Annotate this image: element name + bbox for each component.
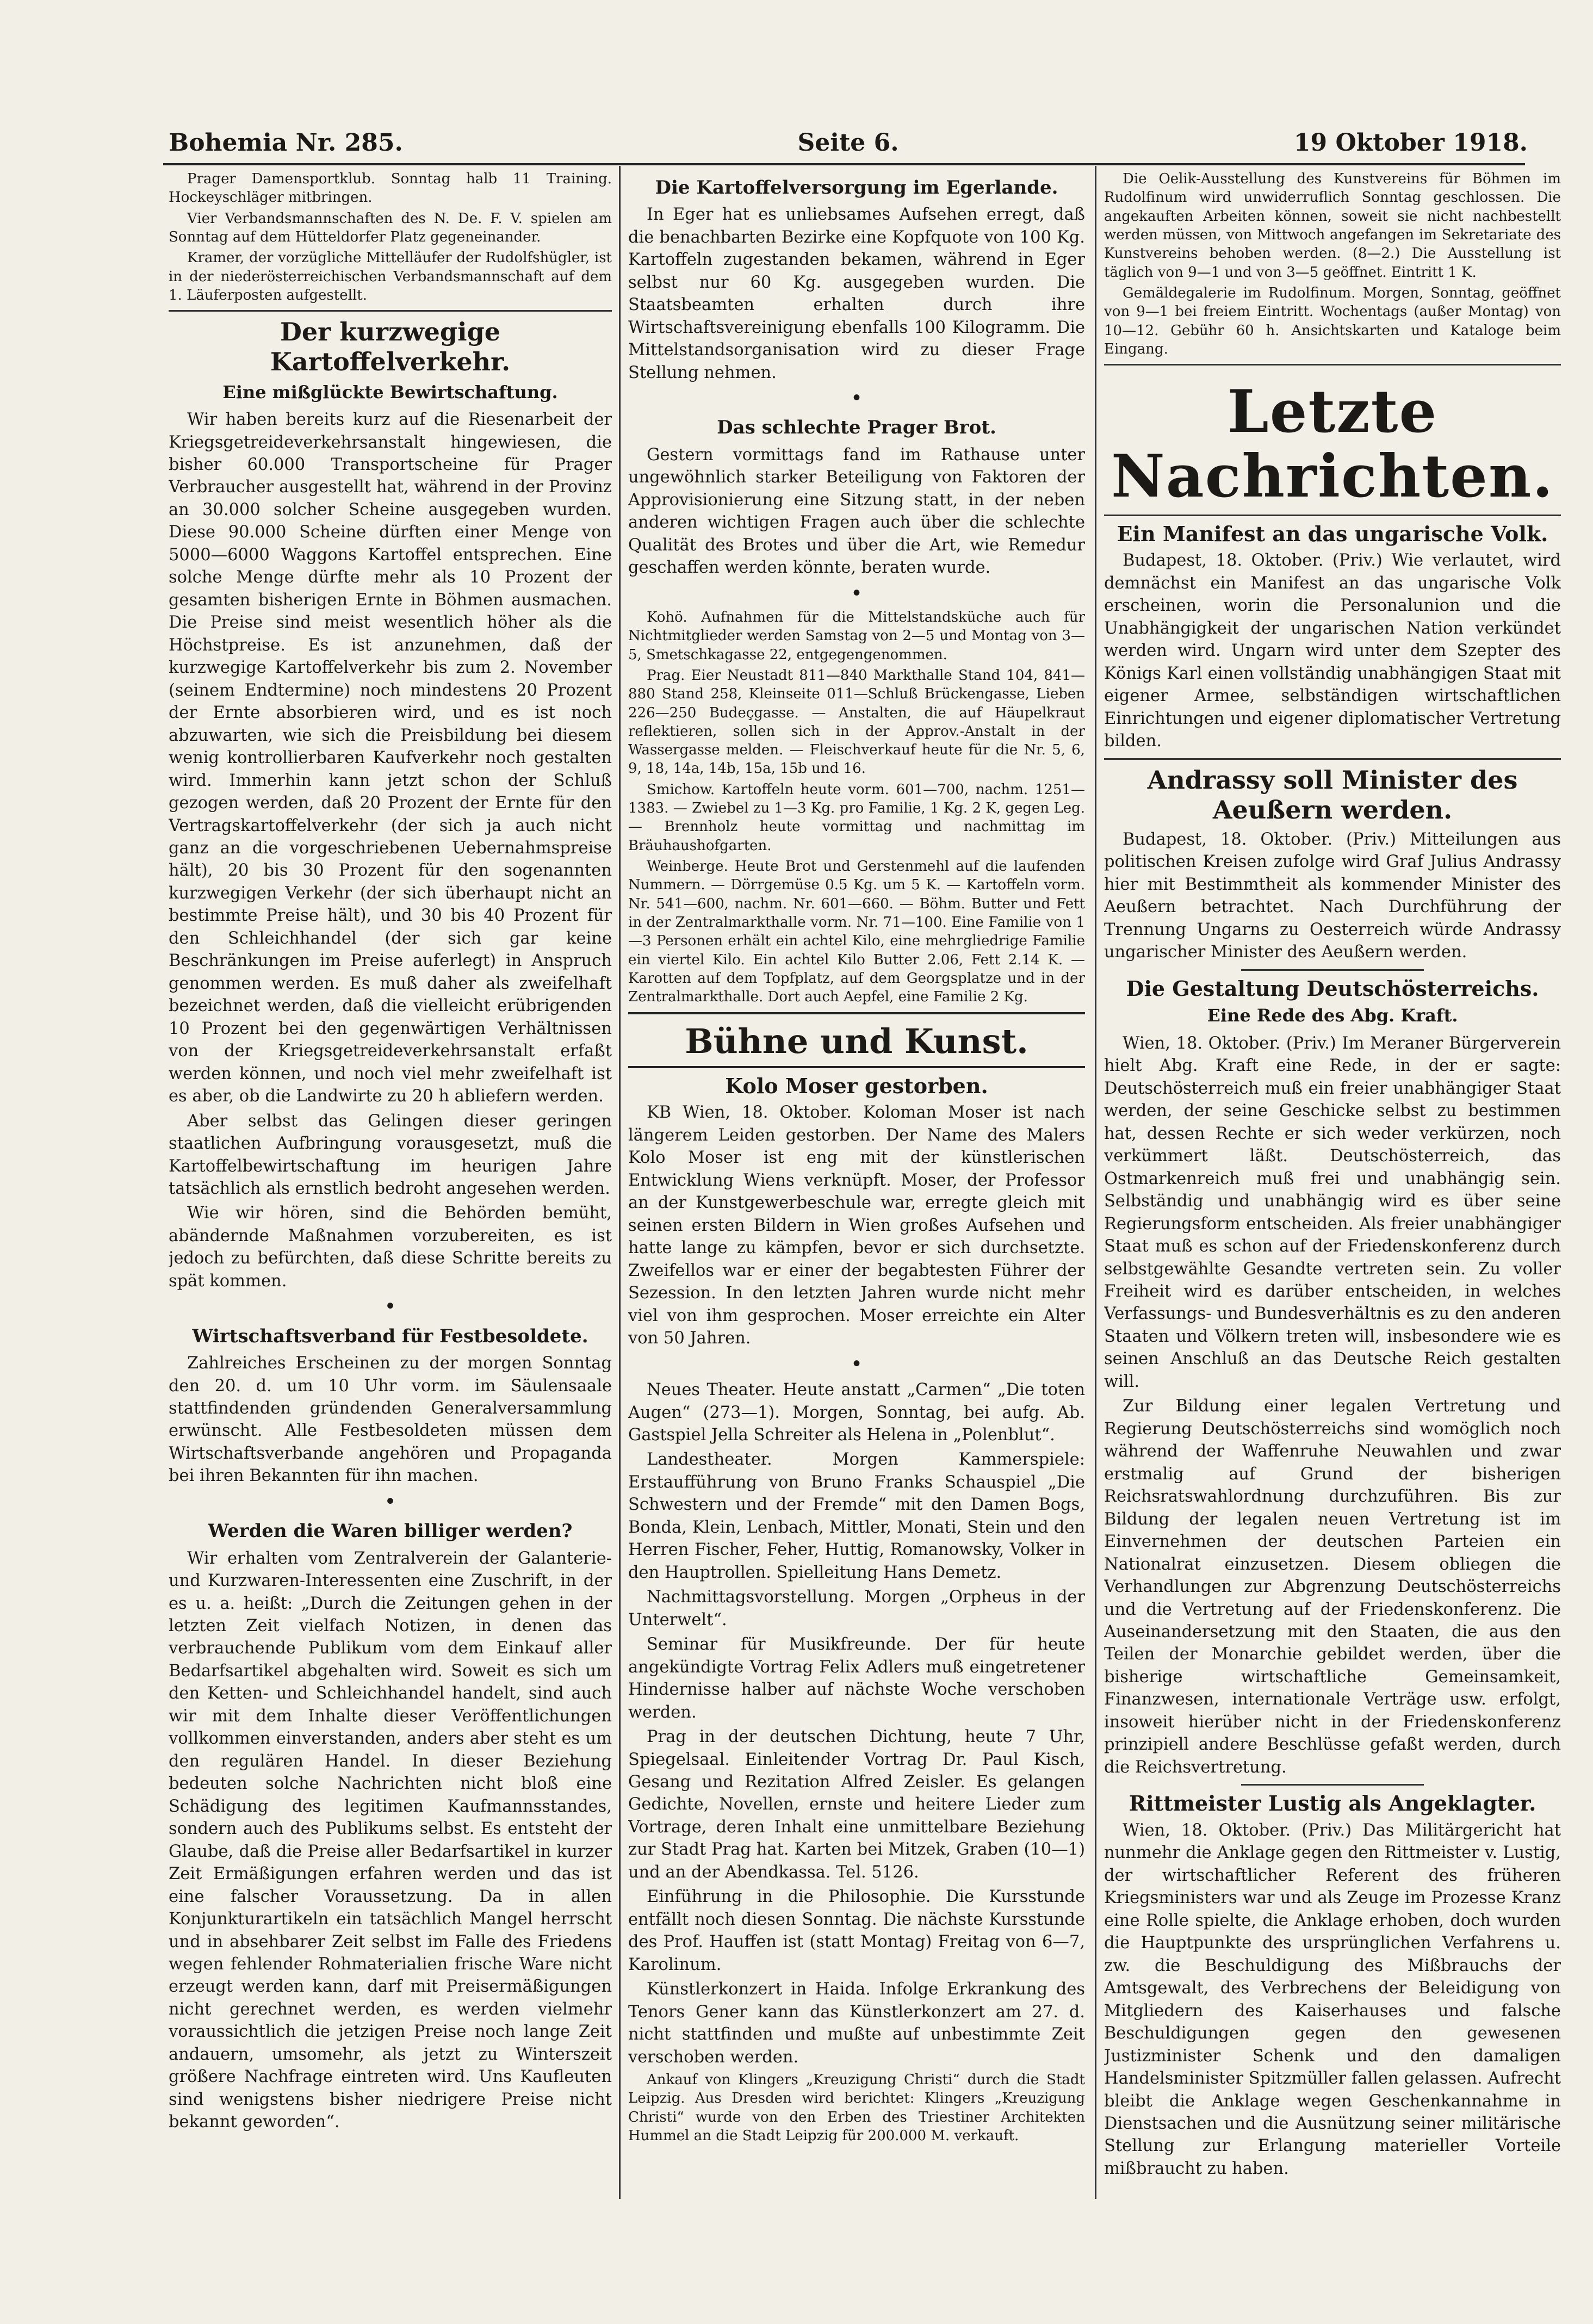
separator-dot: •: [385, 1297, 396, 1317]
theater-notice: Seminar für Musikfreunde. Der für heute angekündigte Vortrag Felix Adlers muß eingetretener Hindernisse halber auf nächste Woche verschoben werden.: [628, 1635, 1085, 1722]
divider: [1104, 758, 1561, 760]
theater-notice: Künstlerkonzert in Haida. Infolge Erkrankung des Tenors Gener kann das Künstlerkonzert am 27. d. nicht stattfinden und mußte auf unbestimmte Zeit verschoben werden.: [628, 1980, 1085, 2067]
article-paragraph: Wir haben bereits kurz auf die Riesenarbeit der Kriegsgetreideverkehrsanstalt hingewiesen, die bisher 60.000 Transportscheine für Prager Verbraucher ausgestellt hat, während in der Provinz an 30.000 solcher Scheine ausgegeben wurden. Diese 90.000 Scheine dürften einer Menge von 5000—6000 Waggons Kartoffel entsprechen. Eine solche Menge dürfte mehr als 10 Prozent der gesamten bisherigen Ernte in Böhmen ausmachen. Die Preise sind meist wesentlich höher als die Höchstpreise. Es ist anzunehmen, daß der kurzwegige Kartoffelverkehr bis zum 2. November (seinem Endtermine) noch mindestens 20 Prozent der Ernte absorbieren wird, und es ist noch abzuwarten, wie sich die Preisbildung bei diesem wenig kontrollierbaren Kaufverkehr noch gestalten wird. Immerhin kann jetzt schon der Schluß gezogen werden, daß 20 Prozent der Ernte für den Vertragskartoffelverkehr (der sich ja auch nicht ganz an die vorgeschriebenen Uebernahmspreise hält), 20 bis 30 Prozent für den sogenannten kurzwegigen Verkehr (der sich überhaupt nicht an bestimmte Preise hält), und 30 bis 40 Prozent für den Schleichhandel (der sich gar keine Beschränkungen im Preise auferlegt) in Anspruch genommen werden. Es muß daher als zweifelhaft bezeichnet werden, daß die vielleicht erübrigenden 10 Prozent bei den gegenwärtigen Verhältnissen von der Kriegsgetreideverkehrsanstalt erfaßt werden können, und noch viel mehr zweifelhaft ist es aber, ob die Landwirte zu 20 h abliefern werden.: [169, 410, 612, 1106]
exhibition-notice: Gemäldegalerie im Rudolfinum. Morgen, Sonntag, geöffnet von 9—1 bei freiem Eintritt. Wochentags (außer Montag) von 10—12. Gebühr 60 h. Ansichtskarten und Kataloge beim Eingang.: [1104, 284, 1561, 357]
divider: [1241, 1784, 1424, 1786]
article-paragraph: Wien, 18. Oktober. (Priv.) Im Meraner Bürgerverein hielt Abg. Kraft eine Rede, in der er sagte: Deutschösterreich muß ein freier unabhängiger Staat werden, der seine Geschicke selbst zu bestimmen hat, dessen Rechte er sich weder verkürzen, noch verkümmert läßt. Deutschösterreich, das Ostmarkenreich muß frei und unabhängig sein. Selbständig und unabhängig wird es über seine Regierungsform entscheiden. Als freier unabhängiger Staat muß es schon auf der Friedenskonferenz durch selbstgewählte Gesandte vertreten sein. Zu voller Freiheit wird es darüber entscheiden, in welches Verfassungs- und Bundesverhältnis es zu den anderen Staaten und Völkern treten will, insbesondere wie es seinen Anschluß an das Deutsche Reich gestalten will.: [1104, 1033, 1561, 1391]
masthead-date: 19 Oktober 1918.: [1293, 129, 1528, 157]
separator-dot: •: [851, 1354, 862, 1374]
article-paragraph: Zahlreiches Erscheinen zu der morgen Sonntag den 20. d. um 10 Uhr vorm. im Säulensaale stattfindenden gründenden Generalversammlung erwünscht. Alle Festbesoldeten müssen dem Wirtschaftsverbande angehören und Propaganda bei ihren Bekannten für ihn machen.: [169, 1354, 612, 1486]
separator-dot: •: [851, 388, 862, 408]
article-paragraph: KB Wien, 18. Oktober. Koloman Moser ist nach längerem Leiden gestorben. Der Name des Malers Kolo Moser ist eng mit der künstlerischen Entwicklung Wiens verknüpft. Moser, der Professor an der Kunstgewerbeschule war, erregte gleich mit seinen ersten Bildern in Wien großes Aufsehen und hatte lange zu kämpfen, bevor er sich durchsetzte. Zweifellos war er einer der begabtesten Führer der Sezession. In den letzten Jahren wurde nicht mehr viel von ihm gesprochen. Moser erreichte ein Alter von 50 Jahren.: [628, 1103, 1085, 1348]
article-headline: Die Gestaltung Deutschösterreichs.: [1126, 976, 1539, 1001]
separator-dot: •: [385, 1491, 396, 1511]
article-paragraph: Budapest, 18. Oktober. (Priv.) Mitteilungen aus politischen Kreisen zufolge wird Graf Julius Andrassy hier mit Bestimmtheit als kommender Minister des Aeußern betrachtet. Nach Durchführung der Trennung Ungarns zu Oesterreich würde Andrassy ungarischer Minister des Aeußern werden.: [1104, 829, 1561, 962]
theater-notice: Nachmittagsvorstellung. Morgen „Orpheus in der Unterwelt“.: [628, 1588, 1085, 1629]
masthead: [169, 121, 1528, 157]
article-headline: Andrassy soll Minister des Aeußern werden.: [1147, 765, 1518, 825]
section-banner: [628, 1012, 1085, 1068]
masthead-page-number: Seite 6.: [797, 129, 899, 157]
column-rule: [619, 166, 621, 2199]
theater-notice: Landestheater. Morgen Kammerspiele: Erstaufführung von Bruno Franks Schauspiel „Die Schwestern und der Fremde“ mit den Damen Bogs, Bonda, Klein, Lenbach, Mittler, Monati, Stein und den Herren Fischer, Feher, Huttig, Romanowsky, Volker in den Hauptrollen. Spielleitung Hans Demetz.: [628, 1450, 1085, 1582]
article-subheadline: Eine mißglückte Bewirtschaftung.: [222, 381, 558, 402]
section-title: Letzte Nachrichten.: [1111, 377, 1554, 511]
divider: [1104, 364, 1561, 365]
masthead-issue: Bohemia Nr. 285.: [169, 129, 403, 157]
column-middle: [628, 170, 1085, 2204]
article-headline: Wirtschaftsverband für Festbesoldete.: [192, 1325, 588, 1347]
column-left: [169, 170, 612, 2204]
article-headline: Der kurzwegige Kartoffelverkehr.: [270, 317, 511, 377]
sport-notice: Prager Damensportklub. Sonntag halb 11 Training. Hockeyschläger mitbringen.: [169, 171, 612, 206]
article-paragraph: Wir erhalten vom Zentralverein der Galanterie- und Kurzwaren-Interessenten eine Zuschrift, in der es u. a. heißt: „Durch die Zeitungen gehen in der letzten Zeit vielfach Notizen, in denen das verbrauchende Publikum vom dem Einkauf aller Bedarfsartikel abgehalten wird. Soweit es sich um den Ketten- und Schleichhandel handelt, sind auch wir mit dem Inhalte dieser Veröffentlichungen vollkommen einverstanden, anders aber steht es um den regulären Handel. In dieser Beziehung bedeuten solche Nachrichten nicht bloß eine Schädigung des legitimen Kaufmannsstandes, sondern auch des Publikums selbst. Es entsteht der Glaube, daß die Preise aller Bedarfsartikel in kurzer Zeit Ermäßigungen erfahren werden und das ist eine falscher Voraussetzung. Da in allen Konjunkturartikeln ein tatsächlich Mangel herrscht und in absehbarer Zeit selbst im Falle des Friedens wegen fehlender Rohmaterialien frische Ware nicht erzeugt werden kann, darf mit Preisermäßigungen nicht gerechnet werden, es werden vielmehr voraussichtlich die jetzigen Preise noch lange Zeit andauern, umsomehr, als jetzt zu Winterszeit größere Nachfrage eintreten wird. Uns Kaufleuten sind wenigstens bisher niedrigere Preise nicht bekannt geworden“.: [169, 1548, 612, 2132]
header-rule: [163, 163, 1525, 165]
article-paragraph: Gestern vormittags fand im Rathause unter ungewöhnlich starker Beteiligung von Faktoren der Approvisionierung eine Sitzung statt, in der neben anderen wichtigen Fragen auch über die schlechte Qualität des Brotes und über die Art, wie Remedur geschaffen werden könnte, beraten wurde.: [628, 445, 1085, 578]
separator-dot: •: [851, 583, 862, 603]
divider: [1104, 515, 1561, 516]
supply-notice: Prag. Eier Neustadt 811—840 Markthalle Stand 104, 841—880 Stand 258, Kleinseite 011—Schluß Brückengasse, Lieben 226—250 Budeçgasse. — Anstalten, die auf Häupelkraut reflektieren, sollen sich in der Approv.-Anstalt in der Wassergasse melden. — Fleischverkauf heute für die Nr. 5, 6, 9, 18, 14a, 14b, 15a, 15b und 16.: [628, 667, 1085, 777]
sport-notice: Kramer, der vorzügliche Mittelläufer der Rudolfshügler, ist in der niederösterreichischen Verbandsmannschaft auf dem 1. Läuferposten aufgestellt.: [169, 250, 612, 303]
theater-notice: Prag in der deutschen Dichtung, heute 7 Uhr, Spiegelsaal. Einleitender Vortrag Dr. Paul Kisch, Gesang und Rezitation Alfred Zeisler. Es gelangen Gedichte, Novellen, ernste und heitere Lieder zum Vortrage, deren Inhalt eine unmittelbare Beziehung zur Stadt Prag hat. Karten bei Mitzek, Graben (10—1) und an der Abendkassa. Tel. 5126.: [628, 1727, 1085, 1882]
theater-notice: Neues Theater. Heute anstatt „Carmen“ „Die toten Augen“ (273—1). Morgen, Sonntag, bei aufg. Ab. Gastspiel Jella Schreiter als Helena in „Polenblut“.: [628, 1380, 1085, 1445]
article-headline: Ein Manifest an das ungarische Volk.: [1117, 521, 1548, 546]
article-paragraph: In Eger hat es unliebsames Aufsehen erregt, daß die benachbarten Bezirke eine Kopfquote von 100 Kg. Kartoffeln zugestanden bekamen, während in Eger selbst nur 60 Kg. ausgegeben wurden. Die Staatsbeamten erhalten durch ihre Wirtschaftsvereinigung ebenfalls 100 Kilogramm. Die Mittelstandsorganisation wird zu dieser Frage Stellung nehmen.: [628, 205, 1085, 382]
section-title: Bühne und Kunst.: [685, 1021, 1028, 1061]
exhibition-notice: Die Oelik-Ausstellung des Kunstvereins für Böhmen im Rudolfinum wird unwiderruflich Sonntag geschlossen. Die angekauften Arbeiten können, soweit sie nicht nachbestellt werden müssen, von Mittwoch angefangen im Sekretariate des Kunstvereins behoben werden. (8—2.) Die Ausstellung ist täglich von 9—1 und von 3—5 geöffnet. Eintritt 1 K.: [1104, 171, 1561, 281]
supply-notice: Smichow. Kartoffeln heute vorm. 601—700, nachm. 1251—1383. — Zwiebel zu 1—3 Kg. pro Familie, 1 Kg. 2 K, gegen Leg. — Brennholz heute vormittag und nachmittag im Bräuhaushofgarten.: [628, 781, 1085, 854]
article-paragraph: Wie wir hören, sind die Behörden bemüht, abändernde Maßnahmen vorzubereiten, es ist jedoch zu befürchten, daß diese Schritte bereits zu spät kommen.: [169, 1204, 612, 1291]
article-paragraph: Zur Bildung einer legalen Vertretung und Regierung Deutschösterreichs sind womöglich noch während der Waffenruhe Neuwahlen und zwar erstmalig auf Grund der bisherigen Reichsratswahlordnung durchzuführen. Bis zur Bildung der legalen neuen Vertretung ist im Einvernehmen der deutschen Parteien ein Nationalrat einzusetzen. Diesem obliegen die Verhandlungen zur Abgrenzung Deutschösterreichs und die Vertretung auf der Friedenskonferenz. Die Auseinandersetzung mit den Staaten, die aus den Teilen der Monarchie gebildet werden, über die bisherige wirtschaftliche Gemeinsamkeit, Finanzwesen, internationale Verträge usw. erfolgt, insoweit hierüber nicht in der Friedenskonferenz prinzipiell andere Beschlüsse gefaßt werden, durch die Reichsvertretung.: [1104, 1397, 1561, 1777]
supply-notice: Kohö. Aufnahmen für die Mittelstandsküche auch für Nichtmitglieder werden Samstag von 2—5 und Montag von 3—5, Smetschkagasse 22, entgegengenommen.: [628, 609, 1085, 663]
article-headline: Rittmeister Lustig als Angeklagter.: [1129, 1791, 1536, 1816]
article-headline: Werden die Waren billiger werden?: [208, 1520, 573, 1542]
sport-notice: Vier Verbandsmannschaften des N. De. F. V. spielen am Sonntag auf dem Hütteldorfer Platz gegeneinander.: [169, 210, 612, 245]
article-paragraph: Aber selbst das Gelingen dieser geringen staatlichen Aufbringung vorausgesetzt, muß die Kartoffelbewirtschaftung im heurigen Jahre tatsächlich als ernstlich bedroht angesehen werden.: [169, 1111, 612, 1199]
article-headline: Die Kartoffelversorgung im Egerlande.: [655, 177, 1058, 199]
supply-notice: Weinberge. Heute Brot und Gerstenmehl auf die laufenden Nummern. — Dörrgemüse 0.5 Kg. um 5 K. — Kartoffeln vorm. Nr. 541—600, nachm. Nr. 601—660. — Böhm. Butter und Fett in der Zentralmarkthalle vorm. Nr. 71—100. Eine Familie von 1—3 Personen erhält ein achtel Kilo, eine mehrgliedrige Familie ein viertel Kilo. Ein achtel Kilo Butter 2.06, Fett 2.14 K. — Karotten auf dem Topfplatz, auf dem Georgsplatze und in der Zentralmarkthalle. Dort auch Aepfel, eine Familie 2 Kg.: [628, 858, 1085, 1006]
column-rule: [1095, 166, 1096, 2199]
article-paragraph: Wien, 18. Oktober. (Priv.) Das Militärgericht hat nunmehr die Anklage gegen den Rittmeister v. Lustig, der wirtschaftlicher Referent des früheren Kriegsministers war und als Zeuge im Prozesse Kranz eine Rolle spielte, die Anklage erhoben, doch wurden die Hauptpunkte des ursprünglichen Verfahrens u. zw. die Beschuldigung des Mißbrauchs der Amtsgewalt, des Verbrechens der Beleidigung von Mitgliedern des Kaiserhauses und falsche Beschuldigungen gegen den gewesenen Justizminister Schenk und den damaligen Handelsminister Spitzmüller fallen gelassen. Aufrecht bleibt die Anklage wegen Geschenkannahme in Dienstsachen und die Ausnützung seiner militärische Stellung zur Erlangung materieller Vorteile mißbraucht zu haben.: [1104, 1820, 1561, 2178]
article-headline: Kolo Moser gestorben.: [725, 1073, 988, 1098]
divider: [169, 310, 612, 312]
article-headline: Das schlechte Prager Brot.: [717, 417, 996, 439]
divider: [1241, 969, 1424, 971]
article-subheadline: Eine Rede des Abg. Kraft.: [1207, 1005, 1458, 1026]
article-paragraph: Budapest, 18. Oktober. (Priv.) Wie verlautet, wird demnächst ein Manifest an das ungarische Volk erscheinen, worin die Personalunion und die Unabhängigkeit der ungarischen Nation verkündet werden wird. Ungarn wird unter dem Szepter des Königs Karl einen vollständig unabhängigen Staat mit eigener Armee, selbständigen wirtschaftlichen Einrichtungen und eigener diplomatischer Vertretung bilden.: [1104, 551, 1561, 751]
column-right: [1104, 170, 1561, 2204]
theater-notice: Einführung in die Philosophie. Die Kursstunde entfällt noch diesen Sonntag. Die nächste Kursstunde des Prof. Hauffen ist (statt Montag) Freitag von 6—7, Karolinum.: [628, 1887, 1085, 1974]
theater-notice: Ankauf von Klingers „Kreuzigung Christi“ durch die Stadt Leipzig. Aus Dresden wird berichtet: Klingers „Kreuzigung Christi“ wurde von den Erben des Triestiner Architekten Hummel an die Stadt Leipzig für 200.000 M. verkauft.: [628, 2072, 1085, 2145]
